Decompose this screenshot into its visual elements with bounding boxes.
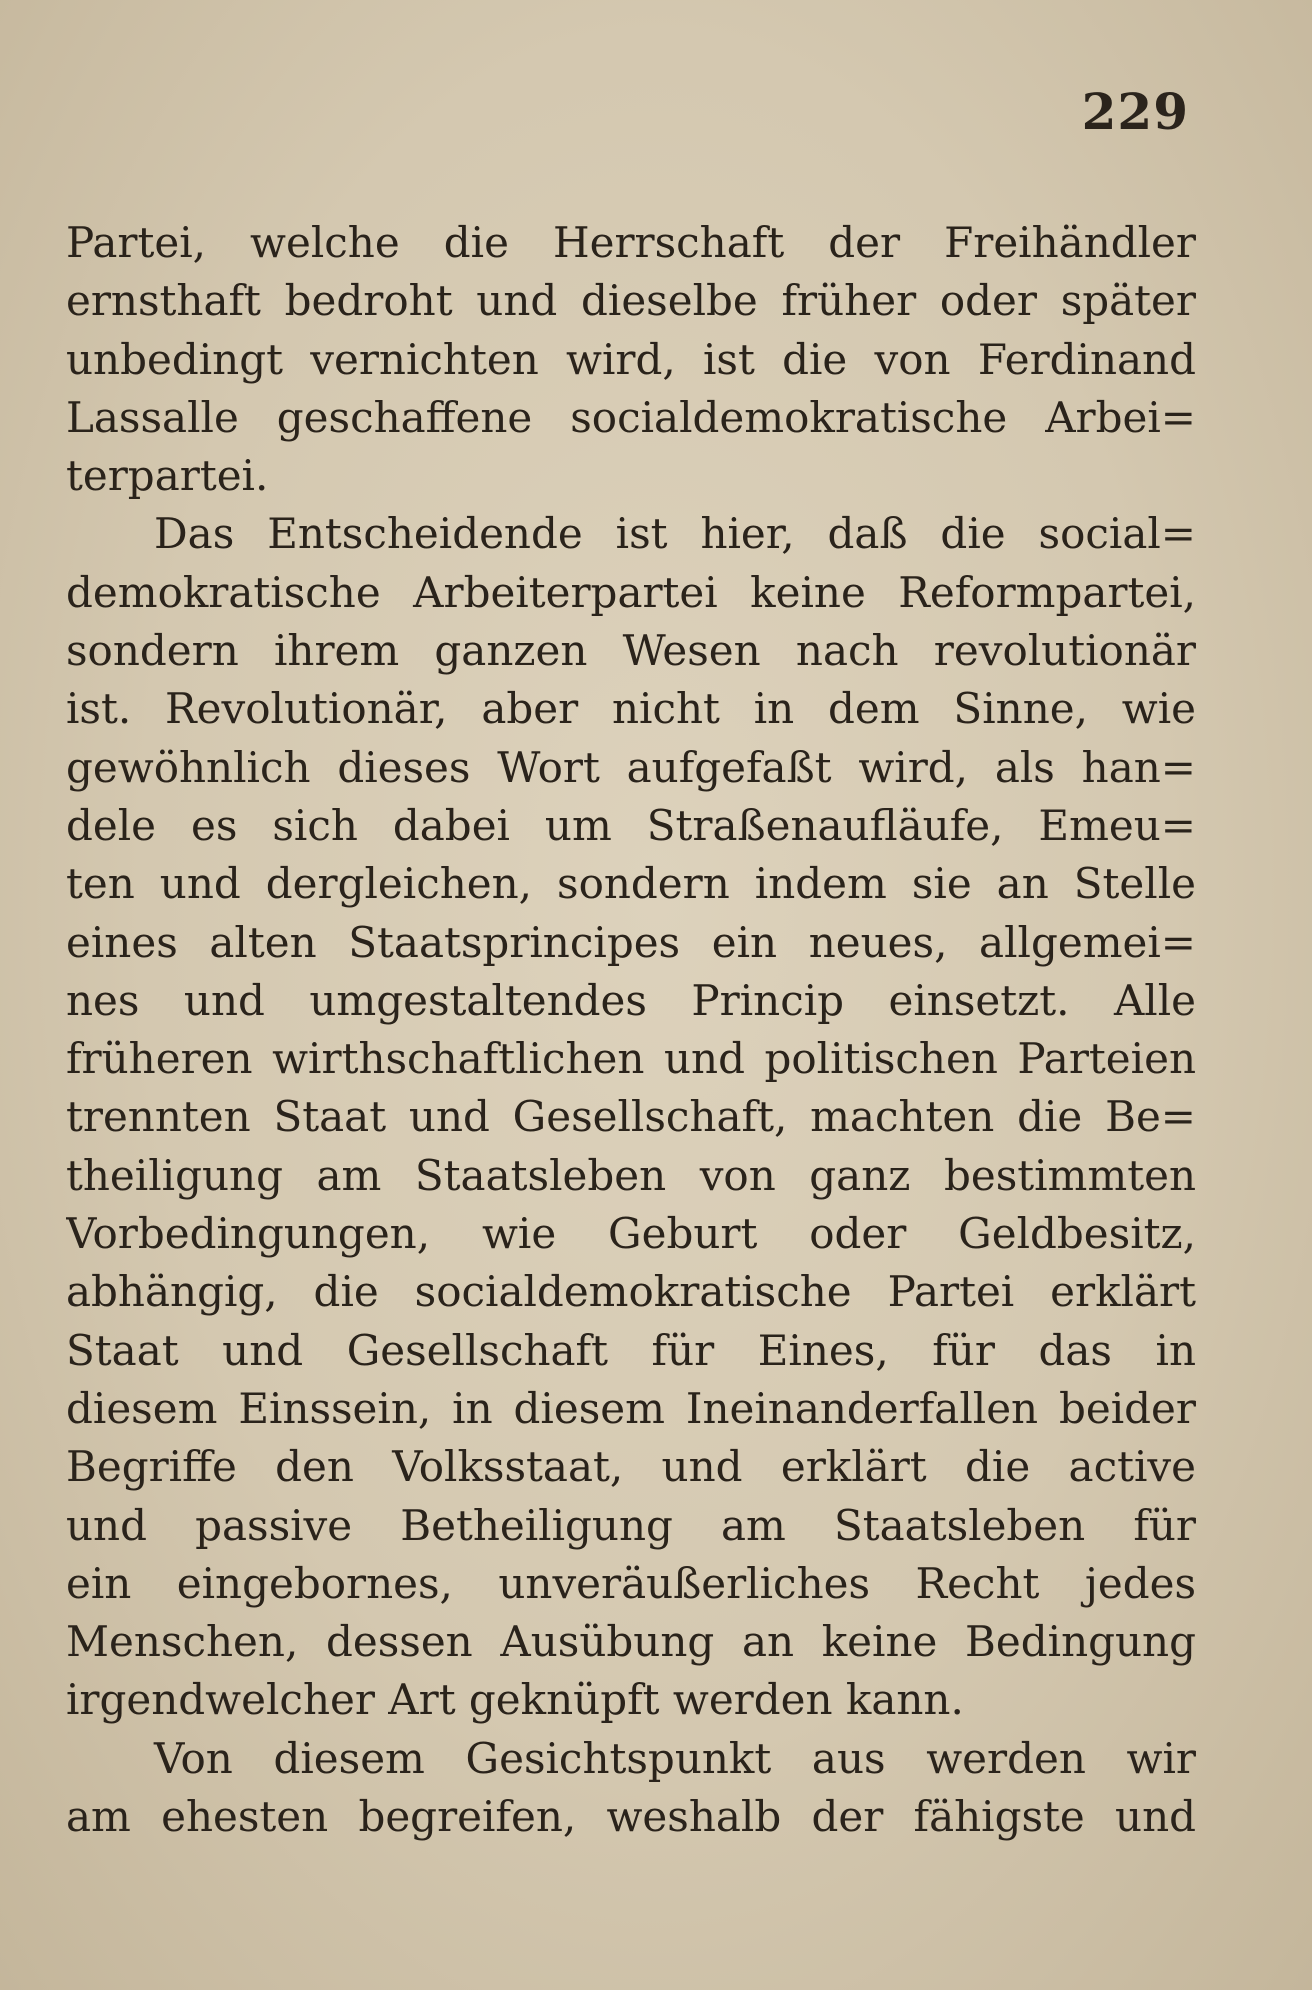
page-number: 229 xyxy=(1081,82,1189,141)
text-line: Das Entscheidende ist hier, daß die social= xyxy=(154,509,1196,559)
text-line: demokratische Arbeiterpartei keine Reformpartei, xyxy=(66,567,1196,617)
text-line: nes und umgestaltendes Princip einsetzt. Alle xyxy=(66,975,1196,1025)
text-line: am ehesten begreifen, weshalb der fähigste und xyxy=(66,1792,1196,1842)
text-line: Staat und Gesellschaft für Eines, für das in xyxy=(66,1325,1196,1375)
text-line: irgendwelcher Art geknüpft werden kann. xyxy=(66,1675,964,1725)
text-line: Menschen, dessen Ausübung an keine Bedingung xyxy=(66,1617,1196,1667)
text-line: Vorbedingungen, wie Geburt oder Geldbesitz, xyxy=(66,1209,1196,1259)
text-line: unbedingt vernichten wird, ist die von Ferdinand xyxy=(66,334,1196,384)
text-line: trennten Staat und Gesellschaft, machten die Be= xyxy=(66,1092,1196,1142)
text-line: und passive Betheiligung am Staatsleben für xyxy=(66,1500,1196,1550)
text-line: ist. Revolutionär, aber nicht in dem Sinne, wie xyxy=(66,684,1196,734)
text-line: ein eingebornes, unveräußerliches Recht jedes xyxy=(66,1558,1196,1608)
text-line: abhängig, die socialdemokratische Partei erklärt xyxy=(66,1267,1196,1317)
text-line: Partei, welche die Herrschaft der Freihändler xyxy=(66,218,1196,267)
text-line: dele es sich dabei um Straßenaufläufe, Emeu= xyxy=(66,800,1196,850)
text-line: sondern ihrem ganzen Wesen nach revolutionär xyxy=(66,626,1196,676)
text-line: ten und dergleichen, sondern indem sie an Stelle xyxy=(66,859,1196,909)
text-line: terpartei. xyxy=(66,451,269,501)
text-line: theiligung am Staatsleben von ganz bestimmten xyxy=(66,1150,1196,1200)
text-line: Von diesem Gesichtspunkt aus werden wir xyxy=(154,1733,1196,1783)
text-line: gewöhnlich dieses Wort aufgefaßt wird, als han= xyxy=(66,742,1196,792)
text-line: diesem Einssein, in diesem Ineinanderfallen beider xyxy=(66,1383,1196,1433)
text-line: eines alten Staatsprincipes ein neues, allgemei= xyxy=(66,917,1196,967)
text-line: früheren wirthschaftlichen und politischen Parteien xyxy=(66,1034,1196,1084)
text-line: Lassalle geschaffene socialdemokratische Arbei= xyxy=(66,392,1196,442)
text-line: ernsthaft bedroht und dieselbe früher oder später xyxy=(66,276,1196,326)
body-text xyxy=(66,214,1196,1846)
text-line: Begriffe den Volksstaat, und erklärt die active xyxy=(66,1442,1196,1492)
